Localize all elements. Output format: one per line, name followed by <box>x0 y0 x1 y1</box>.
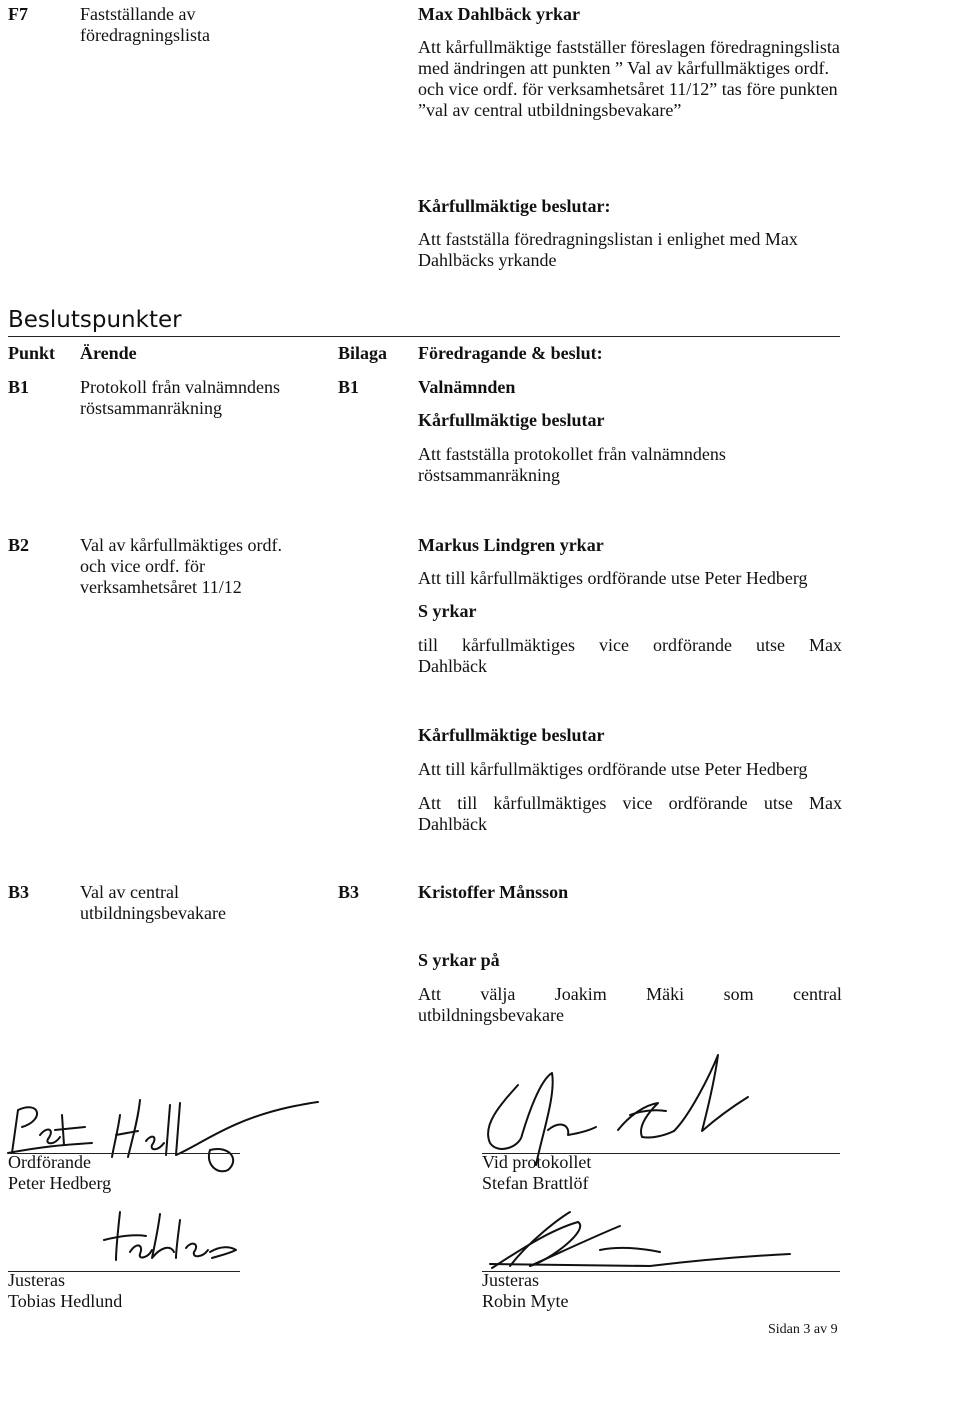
b2-decision-1: Att till kårfullmäktiges ordförande utse Peter Hedberg <box>418 759 808 779</box>
b3-s-heading: S yrkar på <box>418 950 500 970</box>
b1-presenter: Valnämnden <box>418 377 516 397</box>
checker1-name: Tobias Hedlund <box>8 1291 123 1311</box>
b1-title: Protokoll från valnämndens röstsammanräkning <box>80 377 280 418</box>
f7-number: F7 <box>8 4 28 24</box>
section-title: Beslutspunkter <box>8 307 182 333</box>
checker2-name: Robin Myte <box>482 1291 569 1311</box>
b3-bilaga: B3 <box>338 882 360 902</box>
checker1-role: Justeras <box>8 1270 65 1290</box>
col-arende: Ärende <box>80 343 137 363</box>
b2-s-text: till kårfullmäktiges vice ordförande utse Max Dahlbäck <box>418 635 842 676</box>
b2-decision-2: Att till kårfullmäktiges vice ordförande utse Max Dahlbäck <box>418 793 842 834</box>
col-bilaga: Bilaga <box>338 343 388 363</box>
checker2-signature <box>470 1200 800 1280</box>
b1-number: B1 <box>8 377 30 397</box>
checker2-role: Justeras <box>482 1270 539 1290</box>
f7-decision-text: Att fastställa föredragningslistan i enlighet med Max Dahlbäcks yrkande <box>418 229 798 270</box>
b3-number: B3 <box>8 882 30 902</box>
f7-proposer: Max Dahlbäck yrkar <box>418 4 580 24</box>
f7-proposal: Att kårfullmäktige fastställer föreslagen föredragningslista med ändringen att punkten ” Val av kårfullmäktiges ordf. och vice ordf. för verksamhetsåret 11/12” tas före punkten ”val av central utbildningsbevakare” <box>418 37 840 120</box>
secretary-role: Vid protokollet <box>482 1152 592 1172</box>
section-rule <box>8 336 840 337</box>
b2-number: B2 <box>8 535 30 555</box>
b1-decision-heading: Kårfullmäktige beslutar <box>418 410 605 430</box>
b3-title: Val av central utbildningsbevakare <box>80 882 226 923</box>
f7-title: Fastställande av föredragningslista <box>80 4 210 45</box>
b2-proposal: Att till kårfullmäktiges ordförande utse Peter Hedberg <box>418 568 808 588</box>
b1-bilaga: B1 <box>338 377 360 397</box>
b3-s-text: Att välja Joakim Mäki som central utbildningsbevakare <box>418 984 842 1025</box>
secretary-name: Stefan Brattlöf <box>482 1173 589 1193</box>
f7-decision-heading: Kårfullmäktige beslutar: <box>418 196 611 216</box>
b2-title: Val av kårfullmäktiges ordf. och vice ordf. för verksamhetsåret 11/12 <box>80 535 282 597</box>
b3-presenter: Kristoffer Månsson <box>418 882 569 902</box>
b2-s-heading: S yrkar <box>418 601 477 621</box>
chair-role: Ordförande <box>8 1152 91 1172</box>
page-number: Sidan 3 av 9 <box>768 1322 838 1337</box>
col-foredragande: Föredragande & beslut: <box>418 343 603 363</box>
col-punkt: Punkt <box>8 343 56 363</box>
b1-decision-text: Att fastställa protokollet från valnämndens röstsammanräkning <box>418 444 726 485</box>
b2-proposer: Markus Lindgren yrkar <box>418 535 604 555</box>
checker1-signature <box>90 1200 250 1270</box>
chair-name: Peter Hedberg <box>8 1173 112 1193</box>
b2-decision-heading: Kårfullmäktige beslutar <box>418 725 605 745</box>
